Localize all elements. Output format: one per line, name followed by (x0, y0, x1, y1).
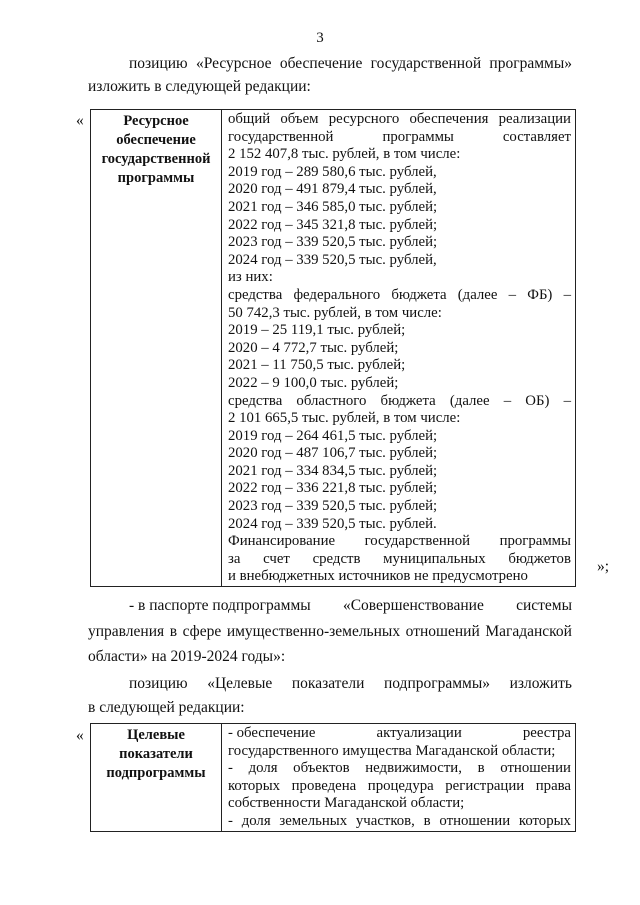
content-word: (далее (457, 286, 498, 303)
content-word: – (563, 392, 571, 409)
resource-content-line: 2023 год – 339 520,5 тыс. рублей; (228, 498, 438, 515)
indicators-content-line (228, 778, 571, 796)
intro-word: программы» (489, 55, 572, 72)
resource-content-line: 2021 – 11 750,5 тыс. рублей; (228, 357, 406, 374)
content-word: объем (280, 111, 319, 127)
content-word: проведена (291, 777, 357, 794)
content-word: средства (228, 392, 283, 409)
content-word: (далее (449, 392, 490, 409)
resource-content-line: 2024 год – 339 520,5 тыс. рублей, (228, 251, 437, 268)
intro-word: государственной (370, 55, 482, 72)
resource-content-line: 2020 год – 491 879,4 тыс. рублей, (228, 181, 437, 198)
resource-content-line: 50 742,3 тыс. рублей, в том числе: (228, 304, 442, 321)
content-word: бюджета (380, 392, 436, 409)
resource-header-line: государственной (101, 151, 211, 167)
resource-content-line (228, 111, 571, 129)
content-word: программы (382, 128, 454, 145)
content-word: средства (228, 286, 283, 303)
resource-content-line: 2021 год – 346 585,0 тыс. рублей; (228, 198, 438, 215)
intro-line-2: изложить в следующей редакции: (88, 78, 311, 95)
content-word: средств (312, 550, 361, 567)
content-word: общий (228, 111, 271, 127)
indicators-content-line (228, 760, 571, 778)
content-word: - (228, 760, 233, 777)
indicators-header (91, 726, 221, 783)
content-word: – (503, 392, 512, 409)
content-word: реестра (522, 725, 571, 741)
content-word: областного (296, 392, 367, 409)
resource-content-line: и внебюджетных источников не предусмотрено (228, 568, 528, 585)
content-word: - (228, 812, 233, 829)
content-word: федерального (293, 286, 381, 303)
resource-content-line: 2020 – 4 772,7 тыс. рублей; (228, 339, 399, 356)
content-word: в (423, 812, 431, 829)
indicators-content-cell (222, 724, 576, 832)
subprogram-word: в (169, 623, 178, 640)
resource-table (90, 109, 576, 587)
content-word: процедура (367, 777, 434, 794)
indicators-content (228, 725, 571, 831)
content-word: в (477, 760, 485, 777)
content-word: ОБ) (525, 392, 550, 409)
subprogram-word: - в паспорте подпрограммы (129, 597, 311, 614)
subprogram-word: имущественно-земельных (226, 623, 401, 640)
indicators-header-line: Целевые (127, 727, 185, 743)
position-line-1 (129, 673, 572, 695)
resource-content-line: 2022 год – 336 221,8 тыс. рублей; (228, 480, 438, 497)
content-word: которых (228, 777, 281, 794)
content-word: отношении (439, 812, 511, 829)
content-word: Финансирование (228, 533, 336, 550)
content-word: счет (263, 550, 290, 567)
position-word: показатели (291, 675, 365, 692)
content-word: участков, (355, 812, 415, 829)
content-word: недвижимости, (365, 760, 462, 777)
intro-word: обеспечение (279, 55, 363, 72)
indicators-content-line (228, 813, 571, 831)
resource-content-line: 2022 – 9 100,0 тыс. рублей; (228, 374, 399, 391)
page-number: 3 (316, 30, 324, 46)
content-word: – (563, 286, 571, 303)
resource-header-line: Ресурсное (123, 113, 189, 129)
resource-content-line (228, 533, 571, 551)
content-word: за (228, 550, 241, 567)
subprogram-line-2 (88, 621, 572, 643)
resource-header-line: программы (117, 170, 195, 186)
resource-header-cell (91, 110, 222, 587)
subprogram-word: «Совершенствование (342, 597, 484, 614)
indicators-content-line: собственности Магаданской области; (228, 795, 465, 812)
content-word: бюджетов (508, 550, 571, 567)
position-word: «Целевые (207, 675, 273, 692)
subprogram-word: системы (516, 597, 572, 614)
resource-content-cell (222, 110, 576, 587)
subprogram-word: Магаданской (485, 623, 572, 640)
resource-content-line (228, 393, 571, 411)
content-word: ФБ) (527, 286, 553, 303)
resource-content (228, 111, 571, 586)
position-word: подпрограммы» (383, 675, 491, 692)
resource-content-line: из них: (228, 269, 273, 286)
resource-content-line (228, 287, 571, 305)
intro-line-1 (129, 53, 572, 75)
content-word: ресурсного (328, 111, 400, 127)
intro-word: «Ресурсное (195, 55, 272, 72)
content-word: бюджета (391, 286, 447, 303)
resource-content-line: 2020 год – 487 106,7 тыс. рублей; (228, 445, 438, 462)
content-word: регистрации (445, 777, 525, 794)
resource-content-line: 2019 – 25 119,1 тыс. рублей; (228, 322, 406, 339)
indicators-header-line: подпрограммы (106, 765, 206, 781)
subprogram-line-3: области» на 2019-2024 годы»: (88, 648, 286, 665)
indicators-header-cell (91, 724, 222, 832)
content-word: составляет (502, 128, 571, 145)
resource-header (91, 112, 221, 188)
content-word: которых (518, 812, 571, 829)
subprogram-word: управления (88, 623, 165, 640)
resource-content-line: 2022 год – 345 321,8 тыс. рублей; (228, 216, 438, 233)
content-word: - обеспечение (228, 725, 316, 741)
content-word: программы (499, 533, 571, 550)
content-word: обеспечения (409, 111, 489, 127)
content-word: государственной (364, 533, 471, 550)
resource-content-line (228, 129, 571, 147)
subprogram-word: сфере (182, 623, 222, 640)
open-quote-2: « (76, 727, 84, 744)
resource-content-line: 2023 год – 339 520,5 тыс. рублей; (228, 234, 438, 251)
position-word: изложить (509, 675, 572, 692)
content-word: актуализации (376, 725, 462, 741)
content-word: государственной (228, 128, 334, 145)
subprogram-line-1 (129, 595, 572, 617)
resource-content-line: 2019 год – 289 580,6 тыс. рублей, (228, 163, 437, 180)
content-word: объектов (293, 760, 350, 777)
resource-content-line: 2021 год – 334 834,5 тыс. рублей; (228, 462, 438, 479)
subprogram-word: отношений (405, 623, 480, 640)
indicators-header-line: показатели (119, 746, 193, 762)
resource-content-line: 2 152 407,8 тыс. рублей, в том числе: (228, 146, 461, 163)
content-word: доля (241, 812, 271, 829)
indicators-content-line (228, 725, 571, 743)
open-quote-1: « (76, 112, 84, 129)
position-line-2: в следующей редакции: (88, 699, 245, 716)
resource-header-line: обеспечение (116, 132, 196, 148)
content-word: – (508, 286, 517, 303)
resource-content-line: 2 101 665,5 тыс. рублей, в том числе: (228, 410, 461, 427)
resource-content-line: 2024 год – 339 520,5 тыс. рублей. (228, 515, 437, 532)
indicators-table (90, 723, 576, 832)
indicators-content-line: государственного имущества Магаданской области; (228, 742, 556, 759)
content-word: доля (248, 760, 278, 777)
resource-content-line: 2019 год – 264 461,5 тыс. рублей; (228, 427, 438, 444)
position-word: позицию (129, 675, 188, 692)
content-word: реализации (498, 111, 571, 127)
content-word: права (535, 777, 571, 794)
resource-content-line (228, 551, 571, 569)
content-word: муниципальных (383, 550, 486, 567)
close-quote-1: »; (597, 558, 610, 575)
intro-word: позицию (129, 55, 188, 72)
content-word: земельных (279, 812, 348, 829)
content-word: отношении (500, 760, 571, 777)
